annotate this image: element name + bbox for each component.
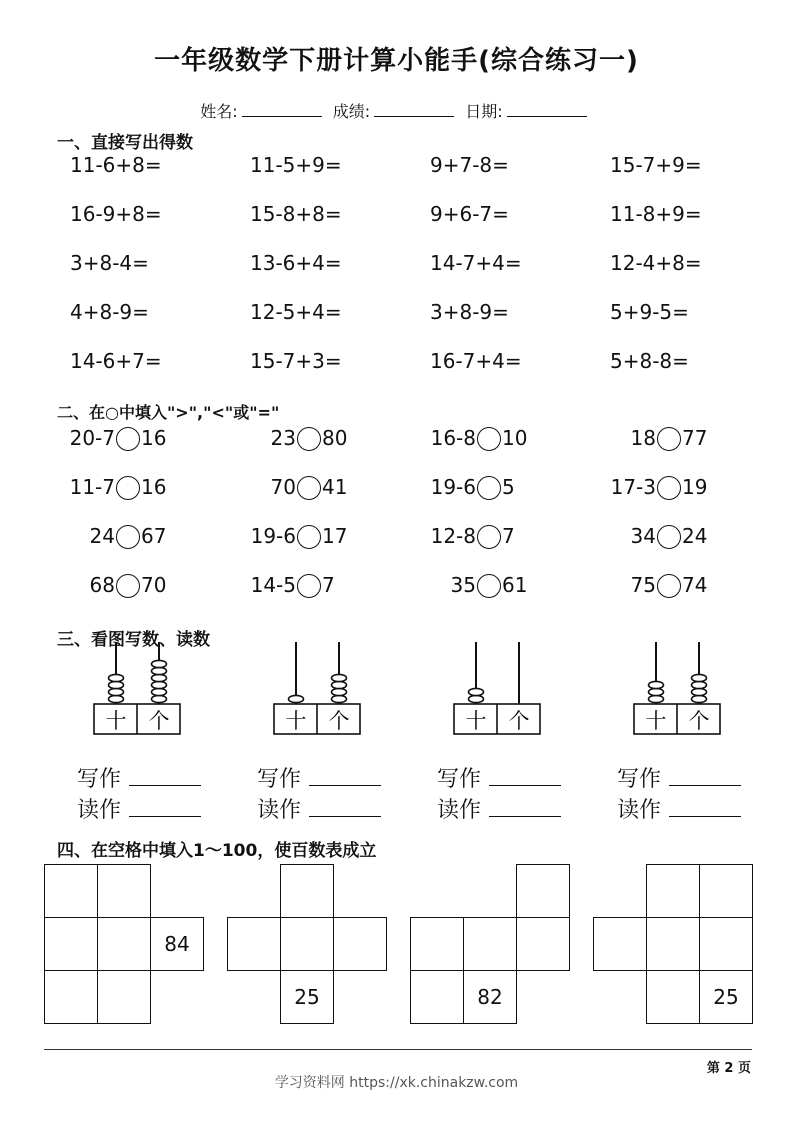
calc-problem: 9+7-8= [430,153,509,177]
write-as-row [77,762,201,793]
calc-problem: 13-6+4= [250,251,342,275]
compare-right-expression: 74 [682,573,708,597]
read-as-label: 读作 [257,798,302,823]
abacus [89,640,189,740]
answer-circle[interactable] [477,574,501,598]
read-as-row [437,793,561,824]
abacus-bead-ones [332,681,347,688]
calc-problem: 9+6-7= [430,202,509,226]
answer-circle[interactable] [297,476,321,500]
section4-heading: 四、在空格中填入1～100，使百数表成立 [57,841,377,861]
compare-left-expression: 14-5 [250,573,296,597]
tens-place-label: 十 [105,709,127,733]
write-as-answer-line[interactable] [489,767,561,786]
hundred-chart-blank-cell[interactable] [280,864,334,918]
hundred-chart-blank-cell[interactable] [646,970,700,1024]
calc-problem: 3+8-9= [430,300,509,324]
write-as-label: 写作 [77,767,122,792]
compare-left-expression: 23 [270,426,296,450]
compare-left-expression: 68 [89,573,115,597]
page-title: 一年级数学下册计算小能手(综合练习一) [154,46,639,76]
hundred-chart-blank-cell[interactable] [97,970,151,1024]
abacus-bead-tens [109,681,124,688]
tens-place-label: 十 [465,709,487,733]
answer-circle[interactable] [657,574,681,598]
abacus-bead-ones [152,660,167,667]
calc-problem: 16-7+4= [430,349,522,373]
answer-circle[interactable] [477,525,501,549]
write-as-label: 写作 [437,767,482,792]
abacus-bead-tens [469,688,484,695]
compare-left-expression: 34 [630,524,656,548]
footer-divider [44,1049,752,1050]
date-label: 日期: [465,102,503,121]
answer-circle[interactable] [116,525,140,549]
ones-place-label: 个 [688,709,710,733]
abacus-bead-ones [332,688,347,695]
abacus-bead-ones [332,674,347,681]
abacus-bead-ones [692,674,707,681]
abacus-bead-tens [469,695,484,702]
hundred-chart-blank-cell[interactable] [699,864,753,918]
calc-problem: 14-6+7= [70,349,162,373]
hundred-chart-blank-cell[interactable] [333,917,387,971]
answer-circle[interactable] [297,574,321,598]
compare-left-expression: 16-8 [430,426,476,450]
abacus-bead-ones [152,681,167,688]
compare-right-expression: 67 [141,524,167,548]
answer-circle[interactable] [297,525,321,549]
compare-left-expression: 35 [450,573,476,597]
write-as-answer-line[interactable] [669,767,741,786]
compare-right-expression: 10 [502,426,528,450]
abacus-bead-ones [692,681,707,688]
hundred-chart-blank-cell[interactable] [516,917,570,971]
calc-problem: 11-5+9= [250,153,342,177]
abacus-bead-tens [109,688,124,695]
answer-circle[interactable] [297,427,321,451]
compare-right-expression: 5 [502,475,515,499]
compare-left-expression: 19-6 [430,475,476,499]
abacus-bead-tens [649,688,664,695]
compare-right-expression: 7 [502,524,515,548]
write-as-row [617,762,741,793]
compare-right-expression: 77 [682,426,708,450]
abacus-bead-ones [152,688,167,695]
read-as-label: 读作 [437,798,482,823]
calc-problem: 16-9+8= [70,202,162,226]
answer-circle[interactable] [116,427,140,451]
abacus-bead-tens [109,695,124,702]
compare-right-expression: 24 [682,524,708,548]
answer-circle[interactable] [657,525,681,549]
hundred-chart-blank-cell[interactable] [97,917,151,971]
hundred-chart-blank-cell[interactable] [227,917,281,971]
name-blank[interactable] [242,102,322,117]
answer-circle[interactable] [116,476,140,500]
compare-right-expression: 70 [141,573,167,597]
tens-place-label: 十 [645,709,667,733]
read-as-answer-line[interactable] [669,798,741,817]
hundred-chart-blank-cell[interactable] [44,970,98,1024]
write-as-label: 写作 [257,767,302,792]
compare-left-expression: 75 [630,573,656,597]
read-as-answer-line[interactable] [129,798,201,817]
abacus-bead-ones [332,695,347,702]
ones-place-label: 个 [148,709,170,733]
compare-left-expression: 70 [270,475,296,499]
calc-problem: 15-7+3= [250,349,342,373]
date-blank[interactable] [507,102,587,117]
hundred-chart-blank-cell[interactable] [44,864,98,918]
hundred-chart-blank-cell[interactable] [410,970,464,1024]
abacus [269,640,369,740]
read-as-row [77,793,201,824]
read-as-label: 读作 [617,798,662,823]
answer-circle[interactable] [657,476,681,500]
abacus [449,640,549,740]
compare-left-expression: 11-7 [69,475,115,499]
read-as-label: 读作 [77,798,122,823]
section1-heading: 一、直接写出得数 [57,133,193,153]
calc-problem: 3+8-4= [70,251,149,275]
hundred-chart-blank-cell[interactable] [646,864,700,918]
compare-right-expression: 17 [322,524,348,548]
write-as-answer-line[interactable] [309,767,381,786]
compare-right-expression: 19 [682,475,708,499]
calc-problem: 11-6+8= [70,153,162,177]
student-info-line [0,99,793,122]
hundred-chart-blank-cell[interactable] [646,917,700,971]
abacus-bead-tens [649,681,664,688]
tens-place-label: 十 [285,709,307,733]
hundred-chart-blank-cell[interactable] [699,917,753,971]
hundred-chart-blank-cell[interactable] [463,917,517,971]
ones-place-label: 个 [328,709,350,733]
read-as-row [257,793,381,824]
answer-circle[interactable] [477,476,501,500]
calc-problem: 12-5+4= [250,300,342,324]
page-number: 第 2 页 [706,1061,751,1076]
abacus-bead-ones [692,688,707,695]
compare-right-expression: 16 [141,475,167,499]
abacus-bead-ones [152,674,167,681]
abacus [629,640,729,740]
compare-left-expression: 20-7 [69,426,115,450]
hundred-chart-blank-cell[interactable] [516,864,570,918]
write-as-label: 写作 [617,767,662,792]
hundred-chart-given-cell: 25 [280,970,334,1024]
abacus-bead-ones [152,695,167,702]
calc-problem: 14-7+4= [430,251,522,275]
hundred-chart-blank-cell[interactable] [44,917,98,971]
answer-circle[interactable] [657,427,681,451]
hundred-chart-given-cell: 84 [150,917,204,971]
hundred-chart-blank-cell[interactable] [280,917,334,971]
write-as-row [437,762,561,793]
compare-left-expression: 17-3 [610,475,656,499]
score-blank[interactable] [374,102,454,117]
calc-problem: 12-4+8= [610,251,702,275]
answer-circle[interactable] [116,574,140,598]
answer-circle[interactable] [477,427,501,451]
calc-problem: 15-7+9= [610,153,702,177]
compare-right-expression: 80 [322,426,348,450]
calc-problem: 5+8-8= [610,349,689,373]
write-as-row [257,762,381,793]
abacus-bead-tens [109,674,124,681]
abacus-bead-tens [289,695,304,702]
calc-problem: 5+9-5= [610,300,689,324]
watermark: 学习资料网 https://xk.chinakzw.com [274,1075,519,1091]
compare-left-expression: 19-6 [250,524,296,548]
section3-heading: 三、看图写数、读数 [57,630,210,650]
hundred-chart-given-cell: 82 [463,970,517,1024]
read-as-answer-line[interactable] [309,798,381,817]
compare-right-expression: 7 [322,573,335,597]
calc-problem: 15-8+8= [250,202,342,226]
abacus-bead-ones [152,667,167,674]
read-as-answer-line[interactable] [489,798,561,817]
compare-left-expression: 18 [630,426,656,450]
compare-right-expression: 16 [141,426,167,450]
hundred-chart-blank-cell[interactable] [97,864,151,918]
hundred-chart-given-cell: 25 [699,970,753,1024]
abacus-bead-tens [649,695,664,702]
calc-problem: 4+8-9= [70,300,149,324]
compare-left-expression: 12-8 [430,524,476,548]
write-as-answer-line[interactable] [129,767,201,786]
section2-heading: 二、在○中填入">","<"或"=" [57,403,280,422]
hundred-chart-blank-cell[interactable] [593,917,647,971]
score-label: 成绩: [332,102,371,121]
hundred-chart-blank-cell[interactable] [410,917,464,971]
compare-right-expression: 41 [322,475,348,499]
ones-place-label: 个 [508,709,530,733]
calc-problem: 11-8+9= [610,202,702,226]
compare-right-expression: 61 [502,573,528,597]
read-as-row [617,793,741,824]
abacus-bead-ones [692,695,707,702]
name-label: 姓名: [200,102,238,121]
compare-left-expression: 24 [89,524,115,548]
